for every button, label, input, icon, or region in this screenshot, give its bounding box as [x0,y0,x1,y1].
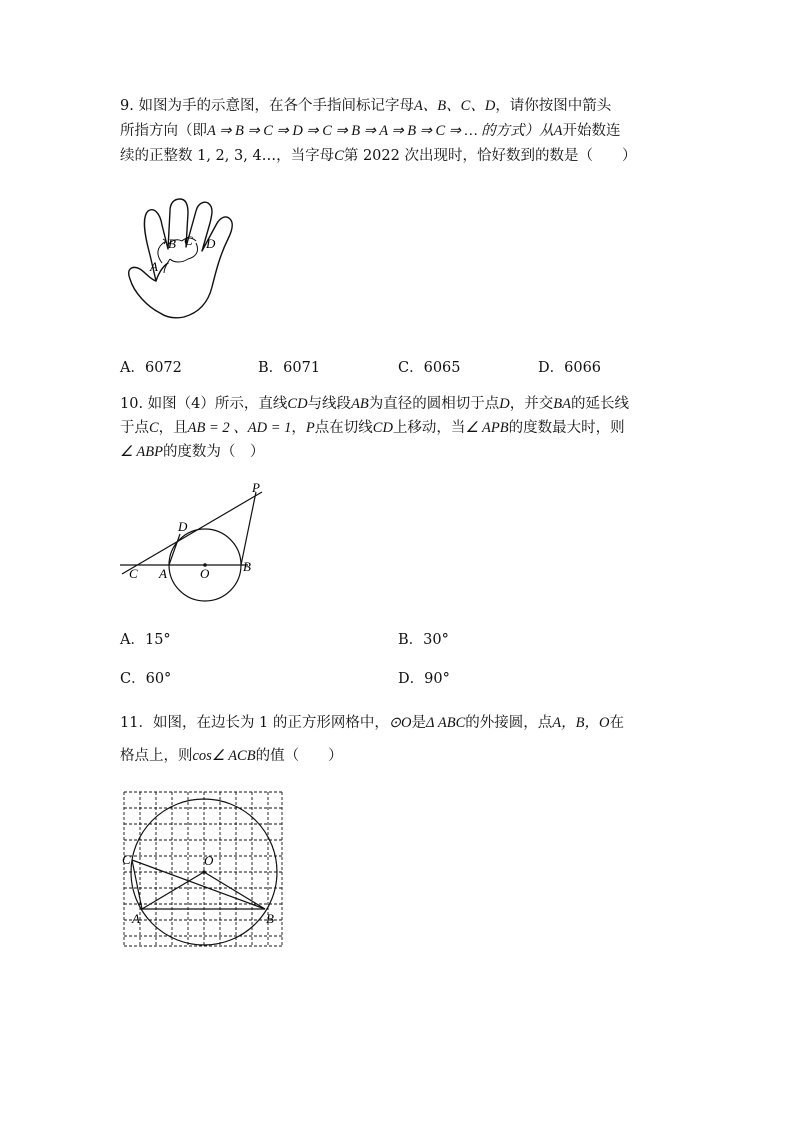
q10-given: AB = 2 、AD = 1 [187,420,292,436]
grid-label-c: C [122,852,131,867]
q10-c: C [149,420,159,436]
grid-label-o: O [204,853,214,868]
q11-cos: cos∠ ACB [192,748,256,764]
q10-line-1 [120,394,629,414]
q10-angle-abp: ∠ ABP [120,444,163,460]
label-p: P [252,480,260,495]
q9-line-3 [120,146,636,166]
q11-text-1b: 是 [411,715,427,731]
q10-option-c[interactable]: C．60° [120,671,172,687]
q9-option-c[interactable]: C．6065 [398,360,461,376]
q9-option-d[interactable]: D．6066 [538,360,602,376]
q11-text-2a: 格点上，则 [120,748,193,764]
q10-text-2d: 点在切线 [314,420,373,436]
label-o: O [200,566,210,581]
q9-option-a[interactable]: A．6072 [120,360,182,376]
q10-text-2b: ，且 [158,420,188,436]
q9-text-2-head: 所指方向（即 [120,123,207,139]
q10-option-b[interactable]: B．30° [398,632,449,648]
q10-text-2c: ， [291,420,306,436]
q9-line-1 [120,96,611,116]
q10-angle-apb: ∠ APB [465,420,509,436]
grid-center-o-dot [202,870,206,874]
q10-text-1e: 的延长线 [570,396,629,412]
q10-cd: CD [287,396,308,412]
hand-label-b: B [168,236,176,251]
q10-option-d[interactable]: D．90° [398,671,450,687]
q10-line-3 [120,442,264,462]
q9-line-2 [120,121,620,141]
q10-text-1c: 为直径的圆相切于点 [368,396,500,412]
q10-text-3: 的度数为（ ） [162,444,265,460]
q10-p: P [305,420,315,436]
hand-label-c: C [184,233,193,248]
tangent-circle-figure [118,478,278,606]
hand-label-a: A [150,259,158,274]
q10-text-2e: 上移动，当 [392,420,466,436]
q11-points: A，B，O [552,715,610,731]
q9-letter-c: C [334,148,344,164]
q9-sequence: A ⇒ B ⇒ C ⇒ D ⇒ C ⇒ B ⇒ A ⇒ B ⇒ C ⇒ … 的方式）从 [207,123,554,139]
grid-circle-figure [120,788,286,950]
q10-text-1a: 10. 如图（4）所示，直线 [120,396,288,412]
grid-label-b: B [266,911,274,926]
q10-text-1d: ，并交 [509,396,554,412]
q10-option-a[interactable]: A．15° [120,632,171,648]
q11-line-1 [120,713,624,733]
q9-text-3-tail: 第 2022 次出现时，恰好数到的数是（ ） [343,148,637,164]
q10-text-2f: 的度数最大时，则 [508,420,625,436]
q11-text-1d: 在 [609,715,624,731]
hand-figure [120,195,240,325]
label-c: C [129,566,138,581]
label-a: A [159,566,167,581]
q9-text-3-head: 续的正整数 1, 2, 3, 4…，当字母 [120,148,335,164]
q9-number: 9. [120,98,134,114]
q10-cd-2: CD [372,420,393,436]
q9-option-b[interactable]: B．6071 [258,360,321,376]
q10-d: D [499,396,510,412]
q10-ba: BA [553,396,571,412]
q11-triangle: Δ ABC [426,715,466,731]
q11-line-2 [120,746,343,766]
q10-ab: AB [351,396,369,412]
hand-label-d: D [206,236,216,251]
q11-text-1c: 的外接圆，点 [465,715,553,731]
label-d: D [178,519,188,534]
q9-text-2-tail: 开始数连 [562,123,621,139]
q9-text-1-tail: ，请你按图中箭头 [495,98,612,114]
q11-circle-o: ⊙O [388,715,412,731]
q9-letters: A、B、C、D [413,98,496,114]
q10-text-1b: 与线段 [307,396,352,412]
q11-text-2b: 的值（ ） [255,748,343,764]
q10-line-2 [120,418,625,438]
grid-label-a: A [132,911,140,926]
q11-text-1a: 11．如图，在边长为 1 的正方形网格中， [120,715,389,731]
q9-text-1: 如图为手的示意图，在各个手指间标记字母 [138,98,414,114]
q9-letter-a: A [553,123,563,139]
label-b: B [243,559,251,574]
q10-text-2a: 于点 [120,420,149,436]
